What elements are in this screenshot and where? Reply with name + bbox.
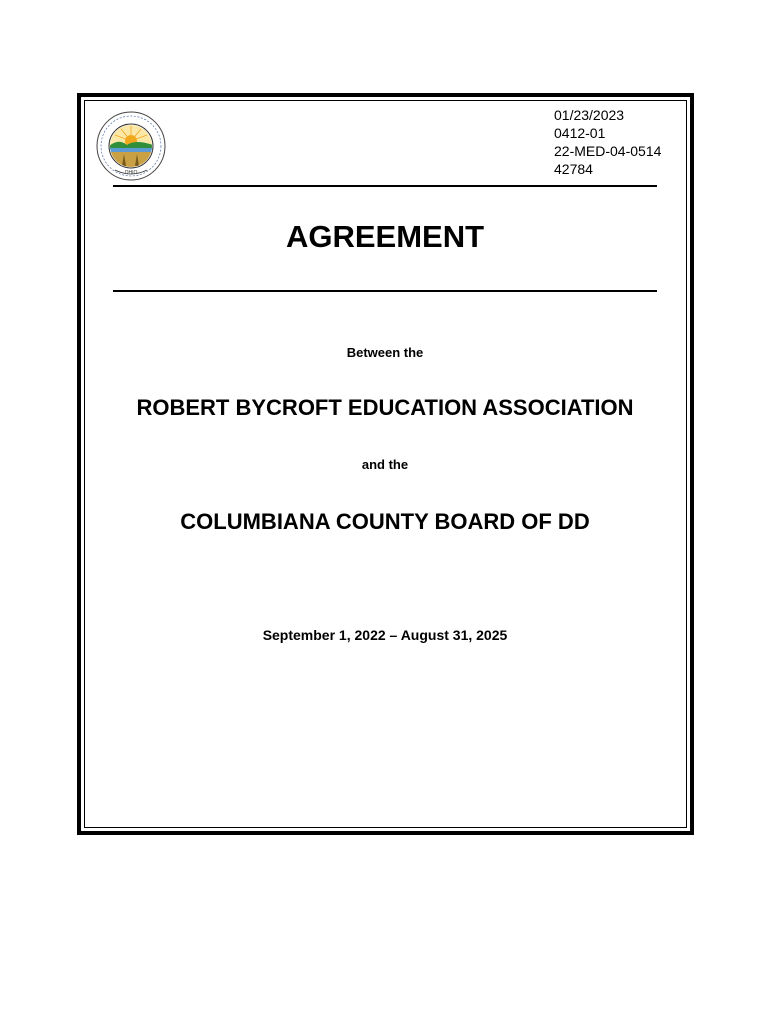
agreement-term: September 1, 2022 – August 31, 2025 (262, 627, 508, 643)
party-one-name: ROBERT BYCROFT EDUCATION ASSOCIATION (136, 395, 634, 420)
case-number: 22-MED-04-0514 (554, 143, 662, 159)
case-date: 01/23/2023 (554, 107, 625, 123)
bottom-divider (113, 290, 657, 292)
between-label: Between the (346, 345, 424, 360)
ohio-state-seal-icon (95, 110, 167, 182)
case-info-block (554, 106, 661, 178)
and-label: and the (361, 457, 409, 472)
svg-text:OHIO: OHIO (124, 170, 138, 176)
party-two-name: COLUMBIANA COUNTY BOARD OF DD (180, 509, 590, 534)
case-code: 0412-01 (554, 125, 606, 141)
document-title: AGREEMENT (285, 219, 485, 254)
case-id: 42784 (554, 161, 593, 177)
top-divider (113, 185, 657, 187)
